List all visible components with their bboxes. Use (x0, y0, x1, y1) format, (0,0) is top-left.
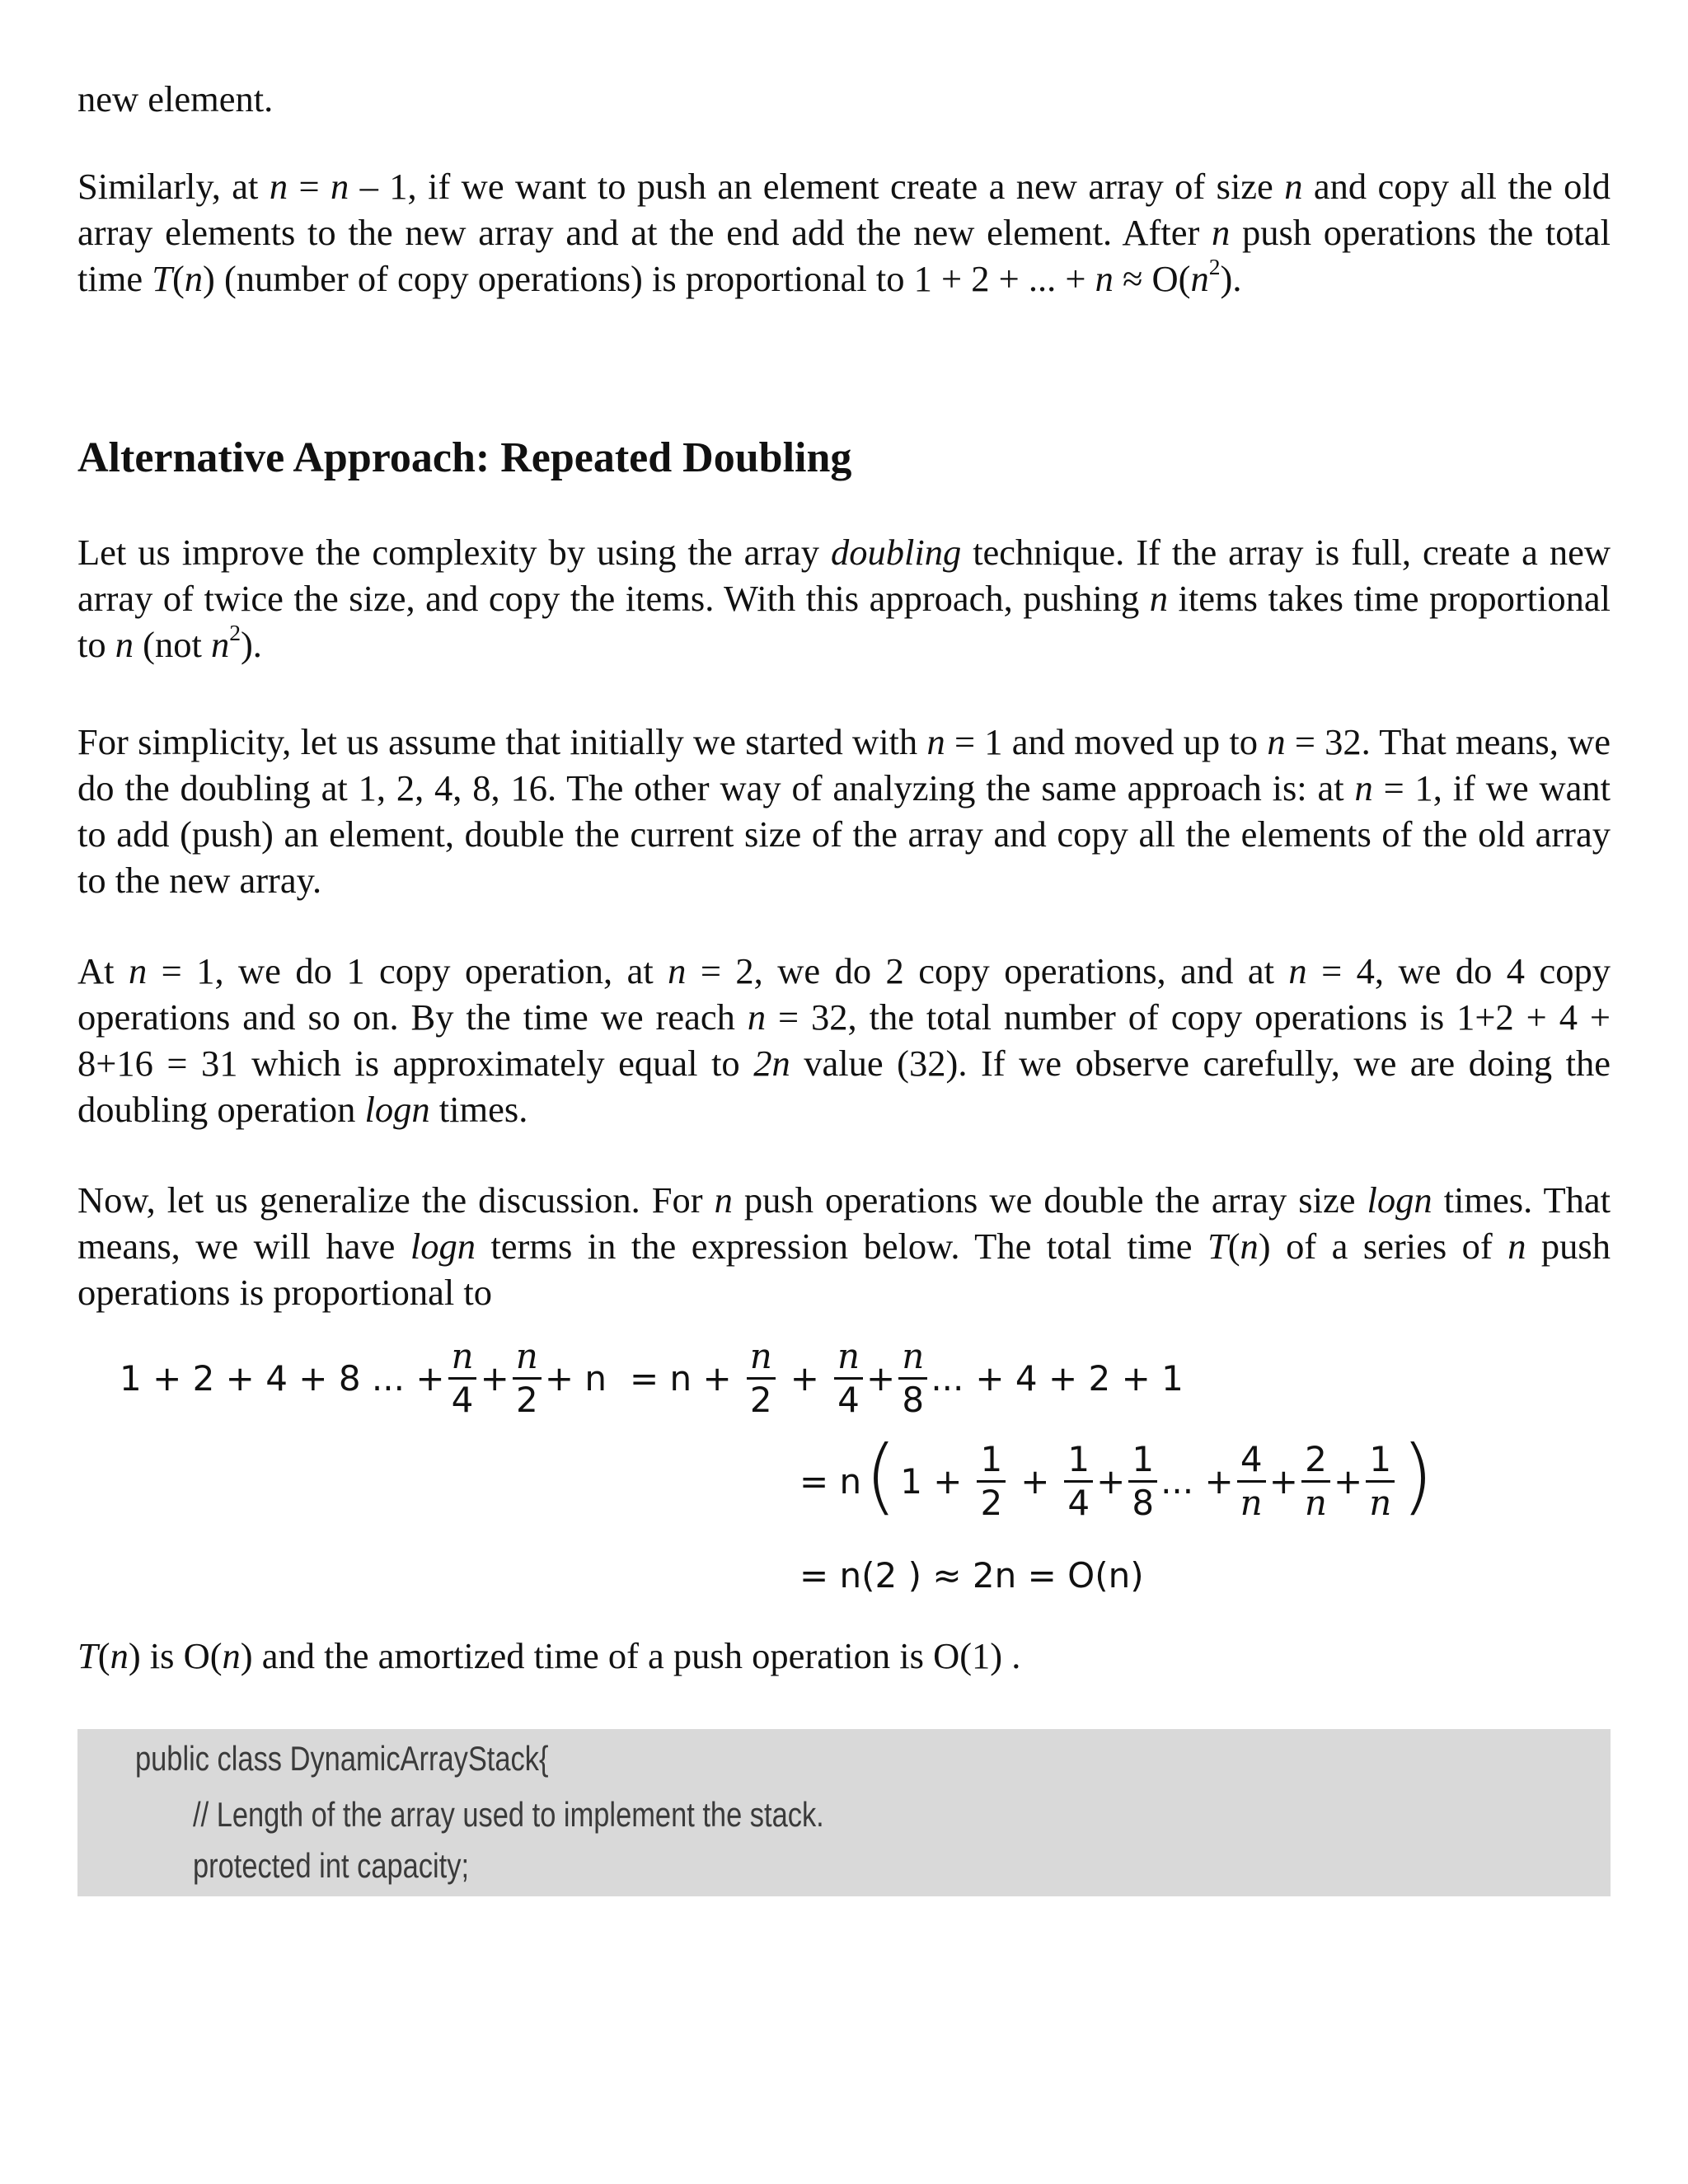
fraction-n-over-8: $\frac{n}{8}$ (898, 1339, 927, 1418)
paragraph-generalize: Now, let us generalize the discussion. For n push operations we double the array size logn times. That means, we will have logn terms in the expression below. The total time T(n) of a series of n push operations is proportional to (77, 1179, 1611, 1313)
paragraph-quadratic-cost: Similarly, at n = n – 1, if we want to push an element create a new array of size n and copy all the old array elements to the new array and at the end add the new element. After n push operations the total time T(n) (number of copy operations) is proportional to 1 + 2 + ... + $n \approx O(n^2)$. (77, 166, 1611, 299)
equation-row-2: = n ( 1 + $\frac{1}{2}$ + $\frac{1}{4}$ + $\frac{1}{8}$ ... + $\frac{4}{n}$ + $\frac{2}{n}$ + $\frac{1}{n}$ ) (799, 1427, 1434, 1524)
fraction-2-over-n: $\frac{2}{n}$ (1301, 1442, 1330, 1521)
fraction-1-over-4: $\frac{1}{4}$ (1064, 1442, 1093, 1521)
fraction-1-over-n: $\frac{1}{n}$ (1366, 1442, 1395, 1521)
code-line-comment: // Length of the array used to implement the stack. (193, 1795, 824, 1834)
fraction-n-over-4: $\frac{n}{4}$ (448, 1339, 477, 1418)
fraction-1-over-2: $\frac{1}{2}$ (977, 1442, 1006, 1521)
code-block (77, 1729, 1611, 1896)
fraction-n-over-2: $\frac{n}{2}$ (513, 1339, 542, 1418)
sum-equation (120, 1336, 1521, 1619)
paragraph-simplicity: For simplicity, let us assume that initially we started with n = 1 and moved up to n = 32. That means, we do the doubling at 1, 2, 4, 8, 16. The other way of analyzing the same approach is: at n = 1, if we want to add (push) an element, double the current size of the array and copy all the elements of the old array to the new array. (77, 721, 1611, 901)
section-heading: Alternative Approach: Repeated Doubling (77, 434, 852, 481)
paragraph-amortized: T(n) is O(n) and the amortized time of a push operation is O(1) . (77, 1635, 1021, 1676)
code-line-class-declaration: public class DynamicArrayStack{ (135, 1739, 549, 1778)
fraction-1-over-8: $\frac{1}{8}$ (1128, 1442, 1157, 1521)
fraction-n-over-4-b: $\frac{n}{4}$ (834, 1339, 863, 1418)
paragraph-copy-operations: At n = 1, we do 1 copy operation, at n = 2, we do 2 copy operations, and at n = 4, we do 4 copy operations and so on. By the time we reach n = 32, the total number of copy operations is 1+2 + 4 + 8+16 = 31 which is approximately equal to 2n value (32). If we observe carefully, we are doing the doubling operation logn times. (77, 950, 1611, 1130)
fraction-4-over-n: $\frac{4}{n}$ (1237, 1442, 1266, 1521)
equation-row-1: 1 + 2 + 4 + 8 ... + $\frac{n}{4}$ + $\frac{n}{2}$ + n = n + $\frac{n}{2}$ + $\frac{n}{4}$ + $\frac{n}{8}$ ... + 4 + 2 + 1 (120, 1336, 1184, 1420)
code-line-capacity-field: protected int capacity; (193, 1846, 470, 1885)
fraction-n-over-2-b: $\frac{n}{2}$ (747, 1339, 776, 1418)
equation-row-3: = n(2 ) ≈ 2n = O(n) (799, 1555, 1144, 1596)
paragraph-doubling-intro: Let us improve the complexity by using the array doubling technique. If the array is full, create a new array of twice the size, and copy the items. With this approach, pushing n items takes time proportional to n (not $n^2$). (77, 532, 1611, 665)
paragraph-continuation: new element. (77, 78, 274, 120)
